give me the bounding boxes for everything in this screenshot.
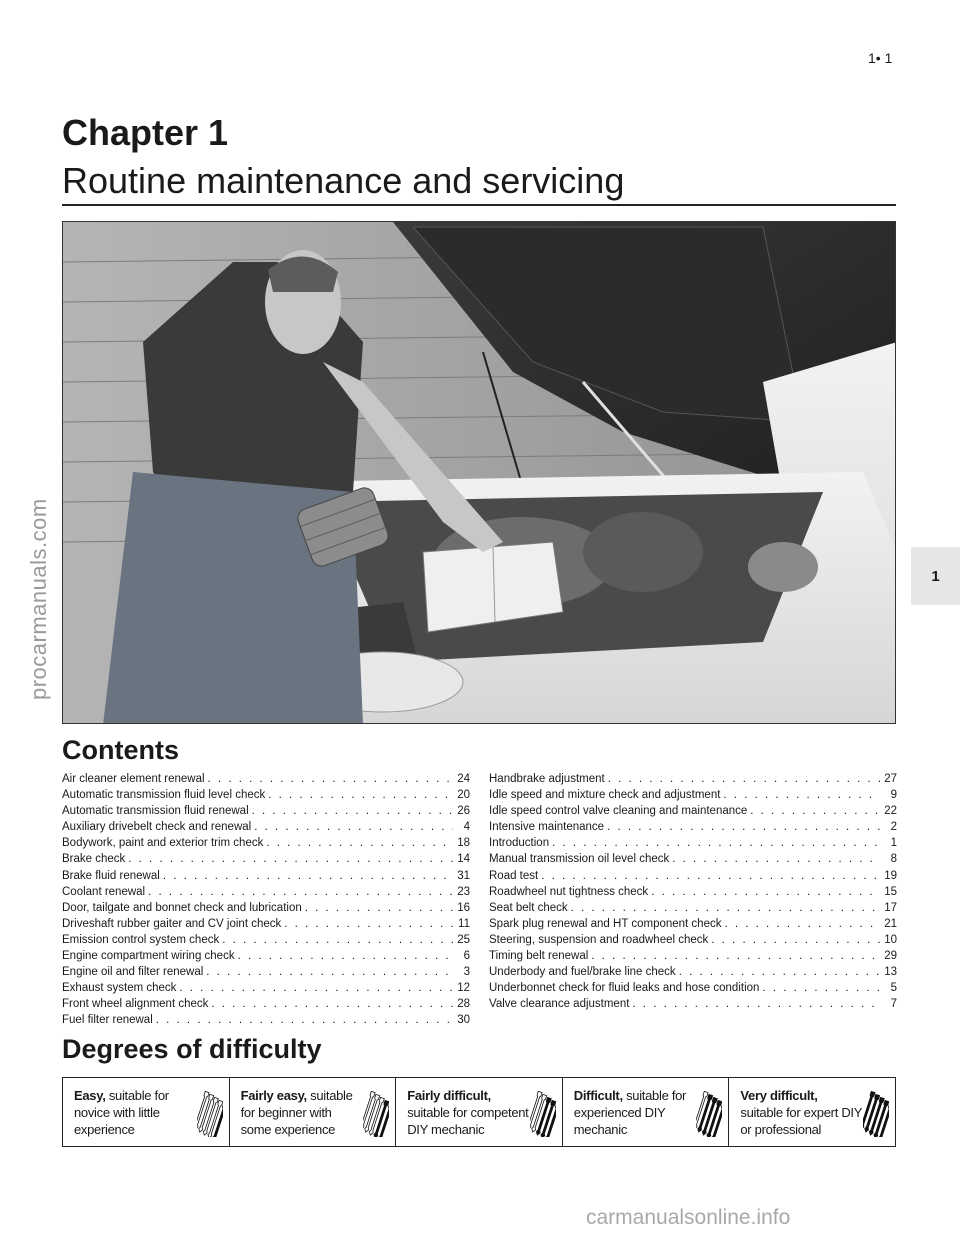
toc-entry-title: Idle speed control valve cleaning and maintenance — [489, 805, 748, 818]
difficulty-desc-line1: suitable — [306, 1088, 353, 1103]
difficulty-desc-line2: experienced DIY — [573, 1105, 666, 1120]
toc-entry — [489, 835, 897, 851]
toc-entry — [62, 787, 470, 803]
difficulty-desc-line2: suitable for expert DIY — [740, 1105, 863, 1120]
bottom-watermark: carmanualsonline.info — [586, 1206, 791, 1229]
toc-entry — [489, 948, 897, 964]
toc-entry-title: Automatic transmission fluid level check — [62, 789, 266, 802]
toc-entry — [489, 932, 897, 948]
toc-leader-dots — [607, 819, 880, 835]
toc-entry — [62, 916, 470, 932]
toc-entry-title: Steering, suspension and roadwheel check — [489, 933, 709, 946]
toc-entry-title: Door, tailgate and bonnet check and lubrication — [62, 901, 302, 914]
toc-entry-page: 7 — [890, 998, 897, 1011]
difficulty-level — [728, 1078, 895, 1146]
toc-leader-dots — [723, 787, 880, 803]
toc-entry-page: 5 — [890, 982, 897, 995]
toc-entry-title: Engine compartment wiring check — [62, 950, 235, 963]
toc-entry-title: Manual transmission oil level check — [489, 853, 670, 866]
toc-leader-dots — [284, 916, 453, 932]
toc-leader-dots — [179, 980, 453, 996]
contents-right-column — [489, 771, 897, 1012]
toc-entry-page: 21 — [884, 917, 897, 930]
toc-leader-dots — [711, 932, 880, 948]
toc-entry-title: Emission control system check — [62, 933, 220, 946]
toc-leader-dots — [608, 771, 880, 787]
toc-entry-page: 18 — [457, 837, 470, 850]
toc-leader-dots — [206, 964, 453, 980]
difficulty-name: Fairly difficult, — [407, 1088, 491, 1103]
toc-entry-title: Roadwheel nut tightness check — [489, 885, 649, 898]
difficulty-desc-line3: or professional — [740, 1122, 822, 1137]
toc-entry-page: 16 — [457, 901, 470, 914]
toc-leader-dots — [672, 851, 880, 867]
toc-entry-page: 11 — [458, 917, 470, 930]
toc-entry — [62, 819, 470, 835]
toc-leader-dots — [651, 884, 880, 900]
toc-entry-page: 23 — [457, 885, 470, 898]
toc-entry-title: Underbonnet check for fluid leaks and hose condition — [489, 982, 760, 995]
toc-leader-dots — [148, 884, 453, 900]
toc-entry-title: Idle speed and mixture check and adjustment — [489, 789, 721, 802]
toc-entry — [62, 771, 470, 787]
spanner-rating-icon — [363, 1091, 389, 1141]
toc-entry-title: Front wheel alignment check — [62, 998, 209, 1011]
contents-heading: Contents — [62, 735, 179, 765]
toc-entry — [489, 868, 897, 884]
toc-leader-dots — [541, 868, 880, 884]
toc-leader-dots — [266, 835, 453, 851]
toc-entry-title: Introduction — [489, 837, 550, 850]
toc-entry — [489, 803, 897, 819]
toc-entry — [489, 980, 897, 996]
difficulty-desc-line3: some experience — [240, 1122, 336, 1137]
spanner-rating-icon — [696, 1091, 722, 1141]
toc-entry-title: Auxiliary drivebelt check and renewal — [62, 821, 252, 834]
toc-entry — [62, 964, 470, 980]
toc-entry-page: 12 — [457, 982, 470, 995]
toc-entry-title: Handbrake adjustment — [489, 773, 605, 785]
toc-leader-dots — [254, 819, 453, 835]
contents-left-column — [62, 771, 470, 1029]
toc-entry-title: Spark plug renewal and HT component check — [489, 917, 722, 930]
difficulty-desc-line3: DIY mechanic — [407, 1122, 485, 1137]
spanner-rating-icon — [863, 1091, 889, 1141]
photo-mechanic-engine-bay — [62, 221, 896, 724]
chapter-label: Chapter 1 — [62, 112, 229, 153]
toc-leader-dots — [679, 964, 880, 980]
toc-leader-dots — [163, 868, 453, 884]
toc-entry — [62, 900, 470, 916]
toc-leader-dots — [208, 771, 453, 787]
toc-entry — [62, 835, 470, 851]
toc-entry-title: Engine oil and filter renewal — [62, 966, 204, 979]
toc-entry — [489, 771, 897, 787]
toc-entry-title: Seat belt check — [489, 901, 568, 914]
toc-entry — [489, 916, 897, 932]
toc-entry-title: Underbody and fuel/brake line check — [489, 966, 676, 979]
toc-entry-page: 22 — [884, 805, 897, 818]
toc-entry-page: 24 — [457, 773, 470, 785]
difficulty-name: Very difficult, — [740, 1088, 818, 1103]
difficulty-name: Difficult, — [573, 1088, 623, 1103]
toc-entry-title: Intensive maintenance — [489, 821, 605, 834]
difficulty-name: Fairly easy, — [240, 1088, 307, 1103]
toc-entry-title: Automatic transmission fluid renewal — [62, 805, 249, 818]
toc-entry-title: Air cleaner element renewal — [62, 773, 205, 785]
toc-entry-title: Bodywork, paint and exterior trim check — [62, 837, 264, 850]
toc-leader-dots — [238, 948, 453, 964]
toc-entry-page: 2 — [890, 821, 897, 834]
toc-entry — [62, 1012, 470, 1028]
toc-entry — [62, 996, 470, 1012]
difficulty-desc-line3: experience — [74, 1122, 135, 1137]
toc-entry-title: Valve clearance adjustment — [489, 998, 630, 1011]
difficulty-desc-line2: novice with little — [74, 1105, 160, 1120]
toc-entry-page: 4 — [463, 821, 470, 834]
spanner-rating-icon — [530, 1091, 556, 1141]
toc-entry — [489, 964, 897, 980]
toc-leader-dots — [252, 803, 453, 819]
toc-entry — [489, 884, 897, 900]
toc-entry-title: Road test — [489, 869, 539, 882]
toc-entry — [489, 787, 897, 803]
difficulty-desc-line2: suitable for competent — [407, 1105, 529, 1120]
toc-leader-dots — [571, 900, 880, 916]
toc-entry-page: 10 — [884, 933, 897, 946]
toc-entry-page: 26 — [457, 805, 470, 818]
difficulty-desc-line1: suitable for — [622, 1088, 687, 1103]
toc-entry-page: 27 — [884, 773, 897, 785]
toc-leader-dots — [211, 996, 453, 1012]
toc-entry-page: 6 — [463, 950, 470, 963]
toc-leader-dots — [750, 803, 880, 819]
page-number: 1• 1 — [868, 50, 893, 66]
toc-entry-page: 15 — [884, 885, 897, 898]
toc-entry — [489, 996, 897, 1012]
difficulty-table — [62, 1077, 896, 1147]
title-rule — [62, 204, 896, 206]
toc-entry-page: 13 — [884, 966, 897, 979]
toc-entry-title: Brake check — [62, 853, 126, 866]
toc-entry — [62, 868, 470, 884]
toc-entry — [62, 803, 470, 819]
toc-entry-page: 3 — [463, 966, 470, 979]
toc-entry-page: 1 — [890, 837, 897, 850]
toc-entry-title: Driveshaft rubber gaiter and CV joint check — [62, 917, 282, 930]
toc-entry-title: Timing belt renewal — [489, 950, 589, 963]
toc-leader-dots — [156, 1012, 453, 1028]
side-watermark-text: procarmanuals.com — [26, 498, 51, 700]
toc-entry-title: Fuel filter renewal — [62, 1014, 153, 1027]
toc-entry — [62, 980, 470, 996]
toc-leader-dots — [222, 932, 453, 948]
toc-entry-page: 25 — [457, 933, 470, 946]
toc-entry-page: 20 — [457, 789, 470, 802]
toc-leader-dots — [632, 996, 880, 1012]
toc-entry — [62, 932, 470, 948]
toc-entry-title: Brake fluid renewal — [62, 869, 160, 882]
toc-entry-page: 30 — [457, 1014, 470, 1027]
toc-entry-page: 9 — [890, 789, 897, 802]
toc-entry-page: 17 — [884, 901, 897, 914]
toc-entry — [62, 851, 470, 867]
difficulty-level — [63, 1078, 229, 1146]
toc-leader-dots — [268, 787, 453, 803]
toc-entry-page: 8 — [890, 853, 897, 866]
chapter-tab: 1 — [911, 547, 960, 605]
toc-entry — [489, 900, 897, 916]
toc-entry-page: 29 — [884, 950, 897, 963]
difficulty-desc-line1: suitable for — [105, 1088, 169, 1103]
toc-entry-page: 28 — [457, 998, 470, 1011]
toc-entry-title: Coolant renewal — [62, 885, 146, 898]
toc-entry — [489, 851, 897, 867]
toc-leader-dots — [552, 835, 880, 851]
toc-entry — [489, 819, 897, 835]
toc-leader-dots — [762, 980, 880, 996]
difficulty-desc-line2: for beginner with — [240, 1105, 332, 1120]
toc-leader-dots — [591, 948, 880, 964]
chapter-title: Routine maintenance and servicing — [62, 160, 625, 201]
toc-entry — [62, 948, 470, 964]
toc-entry-page: 14 — [457, 853, 470, 866]
difficulty-level — [229, 1078, 396, 1146]
toc-leader-dots — [305, 900, 453, 916]
toc-leader-dots — [724, 916, 880, 932]
toc-leader-dots — [128, 851, 453, 867]
difficulty-level — [562, 1078, 729, 1146]
toc-entry-page: 31 — [457, 869, 470, 882]
spanner-rating-icon — [197, 1091, 223, 1141]
difficulty-name: Easy, — [74, 1088, 106, 1103]
toc-entry-title: Exhaust system check — [62, 982, 177, 995]
toc-entry-page: 19 — [884, 869, 897, 882]
difficulty-level — [395, 1078, 562, 1146]
toc-entry — [62, 884, 470, 900]
difficulty-heading: Degrees of difficulty — [62, 1034, 322, 1064]
difficulty-desc-line3: mechanic — [573, 1122, 628, 1137]
